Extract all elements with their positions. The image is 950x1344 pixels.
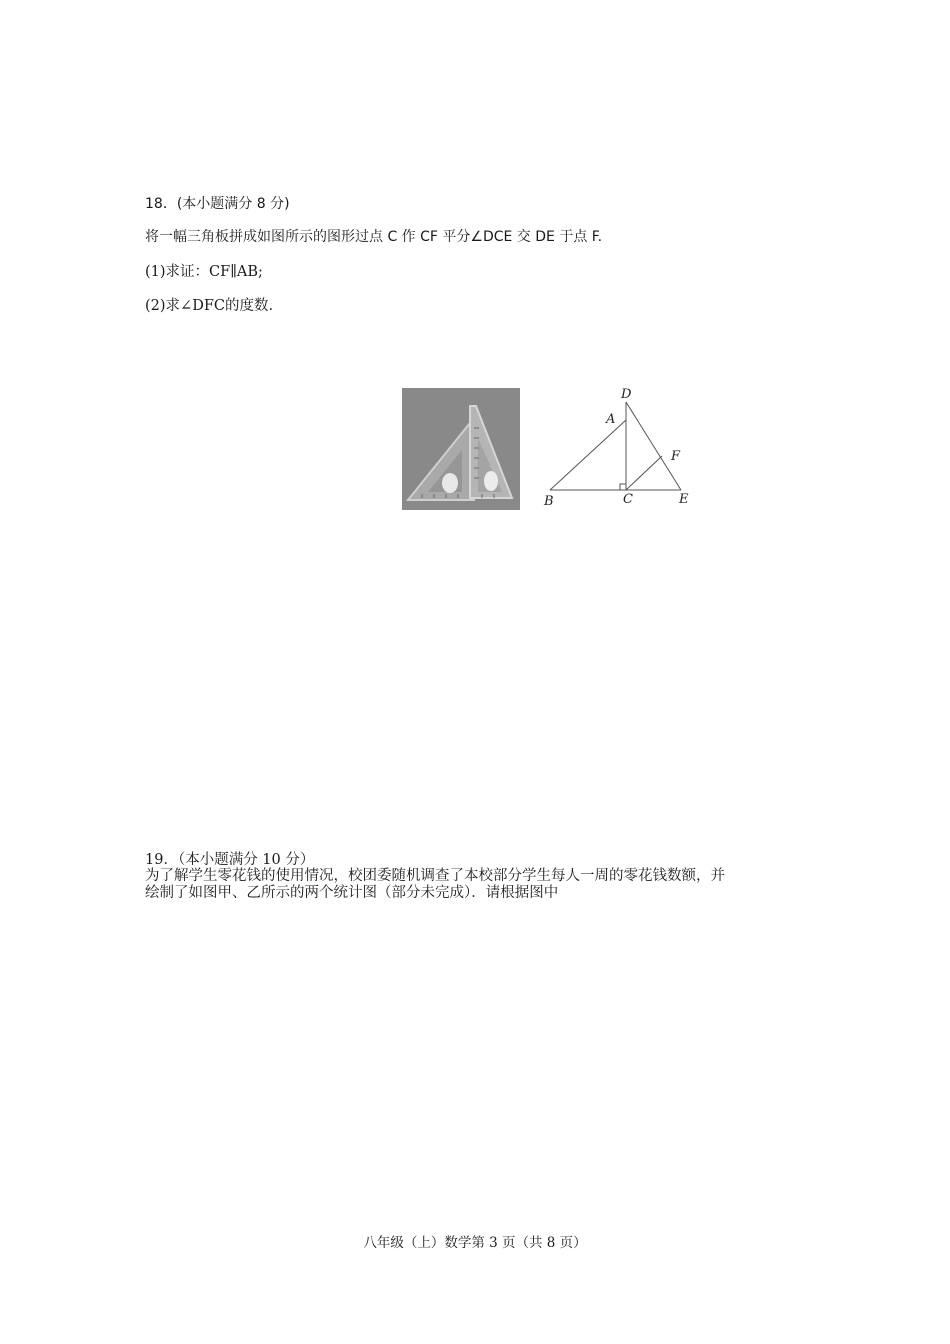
label-f: F	[671, 449, 681, 464]
label-c: C	[623, 492, 633, 507]
q18-part2: (2)求∠DFC的度数.	[145, 298, 274, 314]
label-e: E	[679, 492, 689, 507]
right-angle-mark	[620, 484, 626, 490]
label-b: B	[544, 494, 554, 509]
q18-part1: (1)求证：CF∥AB;	[145, 264, 263, 280]
q18-heading: 18．(本小题满分 8 分)	[145, 196, 290, 212]
q19-heading: 19．（本小题满分 10 分）	[145, 852, 315, 868]
page-footer: 八年级（上）数学第 3 页（共 8 页）	[363, 1235, 587, 1251]
label-d: D	[621, 387, 632, 402]
label-a: A	[606, 412, 616, 427]
q19-line2: 绘制了如图甲、乙所示的两个统计图（部分未完成）．请根据图中	[145, 885, 559, 901]
q19-line1: 为了解学生零花钱的使用情况，校团委随机调查了本校部分学生每人一周的零花钱数额，并	[145, 868, 725, 884]
triangle-diagram	[535, 380, 705, 515]
segment-cf	[626, 456, 662, 490]
q18-stem: 将一幅三角板拼成如图所示的图形过点 C 作 CF 平分∠DCE 交 DE 于点 F.	[145, 229, 603, 245]
segment-de	[626, 402, 681, 490]
segment-ba	[550, 420, 626, 490]
set-squares-photo	[402, 388, 520, 510]
